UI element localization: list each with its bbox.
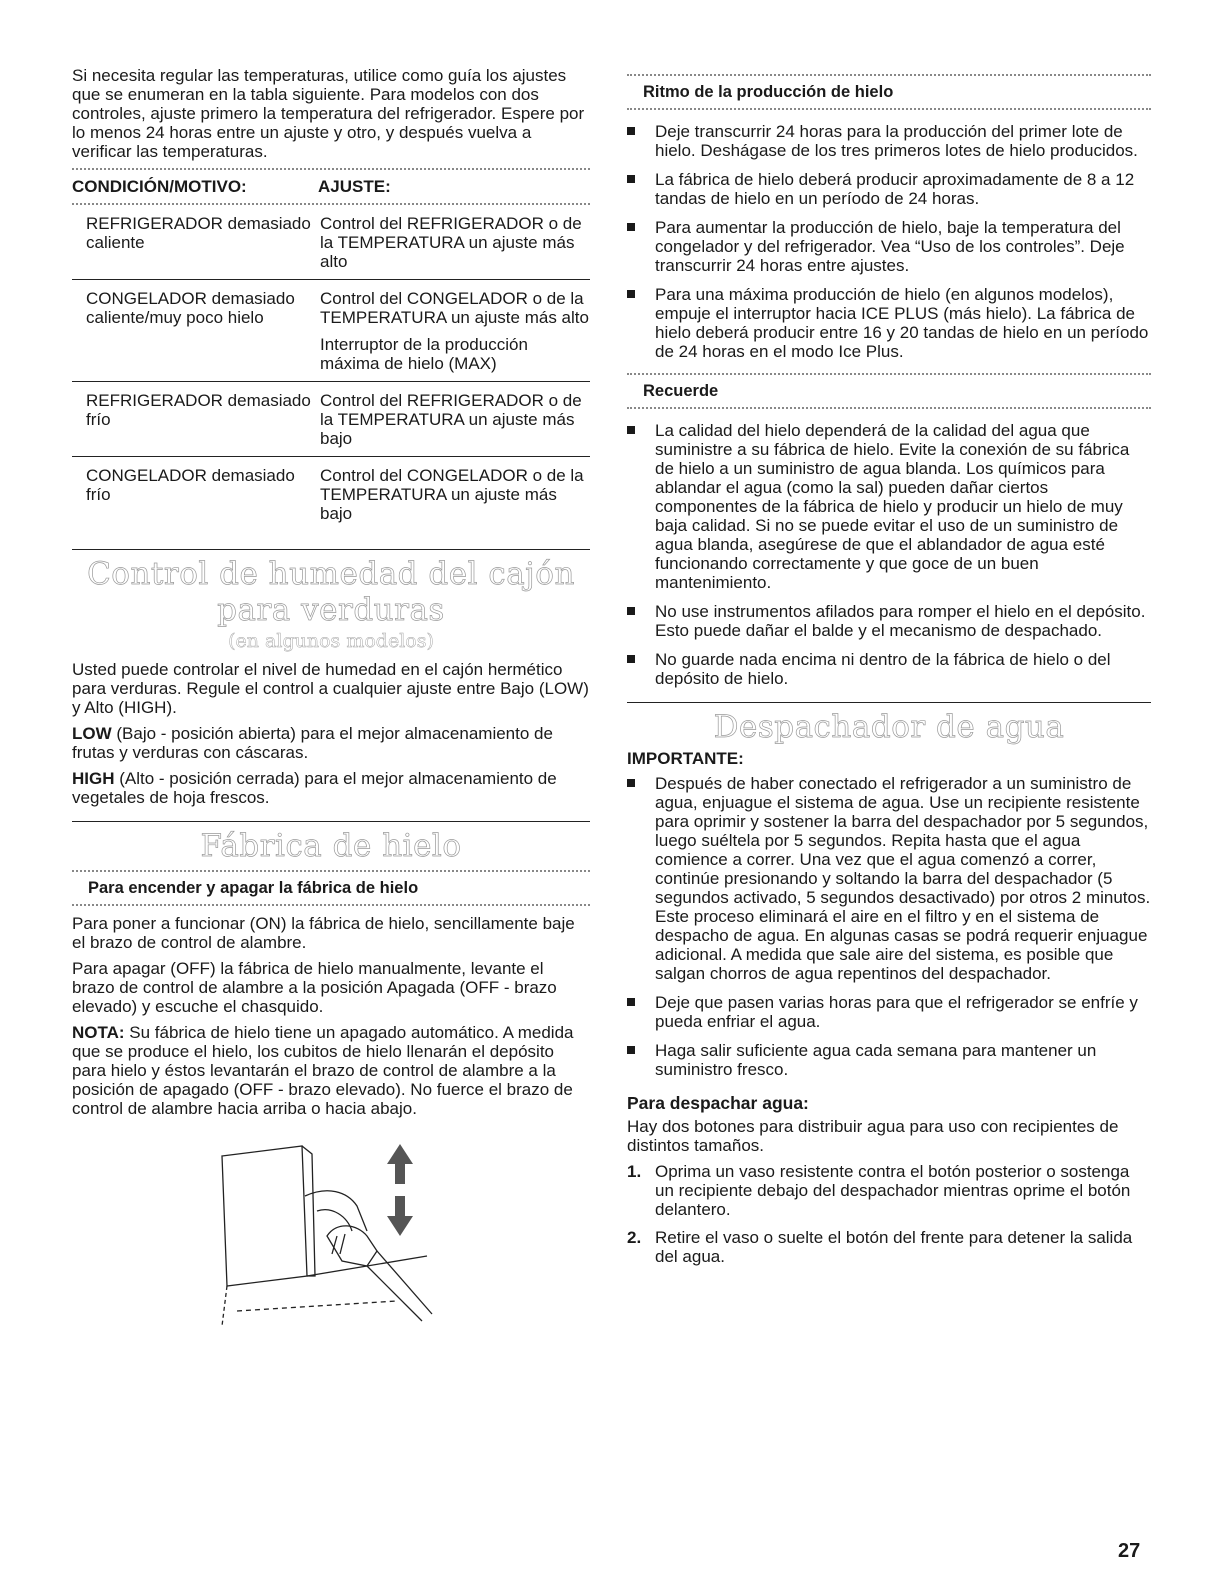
section-rule: [72, 821, 590, 822]
list-item-text: La calidad del hielo dependerá de la calidad del agua que suministre a su fábrica de hielo. Evite la conexión de su fábrica de hielo a un suministro de agua blanda. Los químicos para ablandar el agua (como la sal) pueden dañar ciertos componentes de la fábrica de hielo y producir un hielo de muy baja calidad. Si no se puede evitar el uso de un suministro de agua blanda, asegúrese de que el ablandador de agua esté funcionando correctamente y que goce de un buen mantenimiento.: [655, 421, 1130, 592]
note-label: NOTA:: [72, 1023, 125, 1042]
dispense-intro: Hay dos botones para distribuir agua para uso con recipientes de distintos tamaños.: [627, 1117, 1119, 1155]
setting-cell: [320, 214, 590, 271]
high-text: (Alto - posición cerrada) para el mejor almacenamiento de vegetales de hoja frescos.: [72, 769, 557, 807]
list-item-text: No use instrumentos afilados para romper el hielo en el depósito. Esto puede dañar el balde y el mecanismo de despachado.: [655, 602, 1146, 640]
step-item: [627, 1162, 1151, 1219]
table-row: [72, 205, 590, 279]
table-header: [72, 170, 590, 203]
right-column: [627, 66, 1151, 1275]
high-paragraph: [72, 769, 590, 807]
crisper-paragraph: Usted puede controlar el nivel de humedad en el cajón hermético para verduras. Regule el control a cualquier ajuste entre Bajo (LOW) y Alto (HIGH).: [72, 660, 589, 717]
remember-list: [627, 421, 1151, 688]
list-item-text: Haga salir suficiente agua cada semana para mantener un suministro fresco.: [655, 1041, 1097, 1079]
remember-subhead: Recuerde: [643, 382, 719, 400]
list-item: [627, 1041, 1151, 1079]
section-title-crisper: Control de humedad del cajón para verduras: [87, 556, 575, 628]
list-item-text: Deje que pasen varias horas para que el refrigerador se enfríe y pueda enfriar el agua.: [655, 993, 1138, 1031]
low-label: LOW: [72, 724, 112, 743]
icemaker-subhead: Para encender y apagar la fábrica de hielo: [88, 879, 419, 897]
divider: [627, 108, 1151, 110]
setting-cell: [320, 391, 590, 448]
table-row: [72, 280, 590, 381]
step-item: [627, 1228, 1151, 1266]
step-text: Oprima un vaso resistente contra el botón posterior o sostenga un recipiente debajo del despachador mientras oprime el botón delantero.: [655, 1162, 1131, 1219]
left-column: [72, 66, 590, 1336]
bullet-icon: [627, 998, 635, 1006]
column-header-setting: AJUSTE:: [318, 177, 391, 196]
list-item: [627, 774, 1151, 983]
dispense-steps: [627, 1162, 1151, 1266]
step-text: Retire el vaso o suelte el botón del frente para detener la salida del agua.: [655, 1228, 1133, 1266]
divider: [627, 407, 1151, 409]
page-number: 27: [1118, 1540, 1141, 1562]
bullet-icon: [627, 779, 635, 787]
bullet-icon: [627, 290, 635, 298]
list-item-text: Para aumentar la producción de hielo, baje la temperatura del congelador y del refrigerador. Vea “Uso de los controles”. Deje transcurrir 24 horas entre ajustes.: [655, 218, 1125, 275]
list-item-text: No guarde nada encima ni dentro de la fábrica de hielo o del depósito de hielo.: [655, 650, 1111, 688]
dispenser-list: [627, 774, 1151, 1079]
bullet-icon: [627, 426, 635, 434]
setting-text: Control del CONGELADOR o de la TEMPERATURA un ajuste más alto: [320, 289, 589, 327]
list-item-text: Para una máxima producción de hielo (en algunos modelos), empuje el interruptor hacia ICE PLUS (más hielo). La fábrica de hielo deberá producir entre 16 y 20 tandas de hielo en un período de 24 horas en el modo Ice Plus.: [655, 285, 1149, 361]
table-row: [72, 382, 590, 456]
important-label: IMPORTANTE:: [627, 749, 744, 768]
step-number: 1.: [627, 1162, 642, 1181]
list-item: [627, 218, 1151, 275]
rate-subhead: Ritmo de la producción de hielo: [643, 83, 894, 101]
list-item: [627, 421, 1151, 592]
section-subtitle: (en algunos modelos): [228, 630, 434, 652]
condition-cell: REFRIGERADOR demasiado frío: [86, 391, 311, 429]
condition-cell: CONGELADOR demasiado frío: [86, 466, 295, 504]
hand-lifting-arm-illustration: [217, 1136, 487, 1336]
setting-text: Control del REFRIGERADOR o de la TEMPERATURA un ajuste más bajo: [320, 391, 582, 448]
list-item: [627, 993, 1151, 1031]
list-item-text: La fábrica de hielo deberá producir aproximadamente de 8 a 12 tandas de hielo en un período de 24 horas.: [655, 170, 1135, 208]
column-header-condition: CONDICIÓN/MOTIVO:: [72, 177, 247, 196]
setting-cell: [320, 466, 590, 523]
condition-cell: REFRIGERADOR demasiado caliente: [86, 214, 311, 252]
table-row: [72, 457, 590, 531]
list-item: [627, 285, 1151, 361]
icemaker-illustration: [217, 1136, 487, 1336]
low-text: (Bajo - posición abierta) para el mejor almacenamiento de frutas y verduras con cáscaras.: [72, 724, 553, 762]
list-item: [627, 122, 1151, 160]
section-rule: [72, 549, 590, 550]
list-item: [627, 170, 1151, 208]
step-number: 2.: [627, 1228, 642, 1247]
rate-list: [627, 122, 1151, 361]
low-paragraph: [72, 724, 590, 762]
bullet-icon: [627, 175, 635, 183]
bullet-icon: [627, 607, 635, 615]
bullet-icon: [627, 223, 635, 231]
bullet-icon: [627, 127, 635, 135]
list-item-text: Deje transcurrir 24 horas para la producción del primer lote de hielo. Deshágase de los tres primeros lotes de hielo producidos.: [655, 122, 1138, 160]
section-title-dispenser: Despachador de agua: [713, 709, 1065, 745]
section-rule: [627, 702, 1151, 703]
icemaker-paragraph-off: Para apagar (OFF) la fábrica de hielo manualmente, levante el brazo de control de alambre a la posición Apagada (OFF - brazo elevado) y escuche el chasquido.: [72, 959, 557, 1016]
divider: [72, 904, 590, 906]
section-title-icemaker: Fábrica de hielo: [200, 828, 462, 864]
list-item: [627, 602, 1151, 640]
note-paragraph: [72, 1023, 590, 1118]
list-item: [627, 650, 1151, 688]
bullet-icon: [627, 1046, 635, 1054]
intro-paragraph: Si necesita regular las temperaturas, utilice como guía los ajustes que se enumeran en la tabla siguiente. Para modelos con dos controles, ajuste primero la temperatura del refrigerador. Espere por lo menos 24 horas entre un ajuste y otro, y después vuelva a verificar las temperaturas.: [72, 66, 585, 161]
high-label: HIGH: [72, 769, 115, 788]
setting-text: Control del REFRIGERADOR o de la TEMPERATURA un ajuste más alto: [320, 214, 582, 271]
dispense-heading: Para despachar agua:: [627, 1093, 809, 1113]
note-text: Su fábrica de hielo tiene un apagado automático. A medida que se produce el hielo, los cubitos de hielo llenarán el depósito para hielo y éstos levantarán el brazo de control de alambre a la posición de apagado (OFF - brazo elevado). No fuerce el brazo de control de alambre hacia arriba o hacia abajo.: [72, 1023, 574, 1118]
bullet-icon: [627, 655, 635, 663]
setting-cell: [320, 289, 590, 373]
condition-cell: CONGELADOR demasiado caliente/muy poco hielo: [86, 289, 295, 327]
setting-extra: Interruptor de la producción máxima de hielo (MAX): [320, 335, 528, 373]
setting-text: Control del CONGELADOR o de la TEMPERATURA un ajuste más bajo: [320, 466, 584, 523]
icemaker-paragraph-on: Para poner a funcionar (ON) la fábrica de hielo, sencillamente baje el brazo de control de alambre.: [72, 914, 575, 952]
list-item-text: Después de haber conectado el refrigerador a un suministro de agua, enjuague el sistema de agua. Use un recipiente resistente para oprimir y sostener la barra del despachador por 5 segundos, luego suéltela por 5 segundos. Repita hasta que el agua comience a correr. Una vez que el agua comenzó a correr, continúe presionando y soltando la barra del despachador (5 segundos activado, 5 segundos desactivado) por otros 2 minutos. Este proceso eliminará el aire en el filtro y en el sistema de despacho de agua. En algunas casas se podrá requerir enjuague adicional. A medida que sale aire del sistema, es posible que salgan chorros de agua repentinos del despachador.: [655, 774, 1151, 983]
